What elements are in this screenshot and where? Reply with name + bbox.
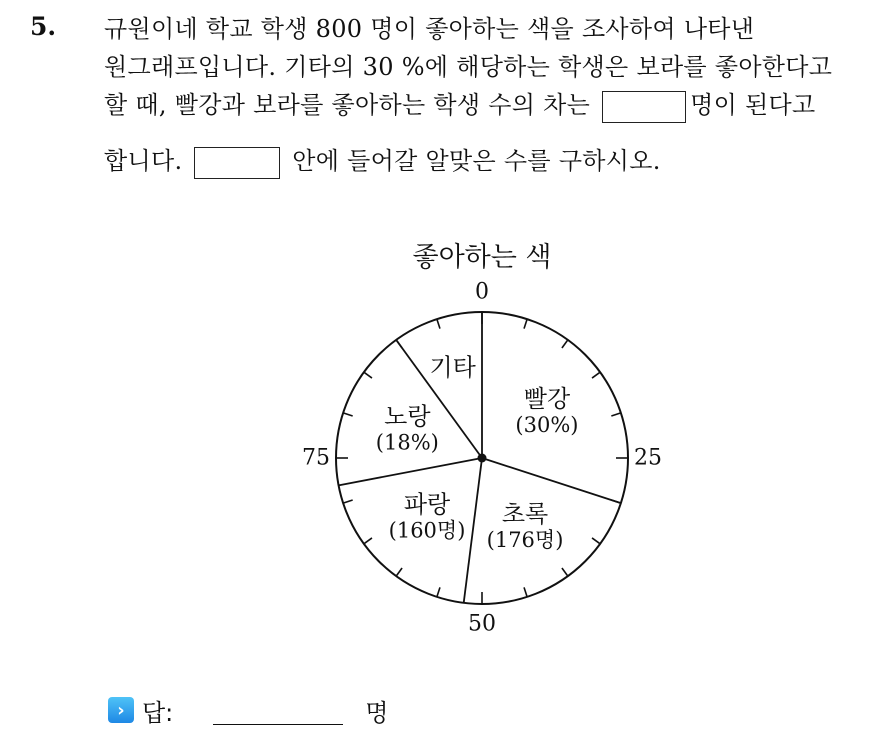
slice-label-3: 파랑 — [403, 490, 451, 519]
answer-input-line[interactable] — [213, 696, 343, 725]
scale-label-50: 50 — [468, 611, 496, 637]
scale-tick — [437, 319, 440, 329]
chart-title: 좋아하는 색 — [412, 242, 552, 273]
scale-tick — [524, 319, 527, 329]
scale-label-75: 75 — [302, 445, 330, 471]
slice-boundary-4 — [339, 458, 482, 485]
slice-boundary-3 — [464, 458, 482, 603]
answer-unit: 명 — [365, 698, 389, 727]
slice-label-5: 기타 — [429, 353, 476, 382]
slice-value-2: (176명) — [486, 527, 564, 552]
slice-value-1: (30%) — [515, 412, 579, 437]
scale-tick — [396, 568, 402, 576]
slice-value-3: (160명) — [388, 518, 466, 543]
scale-tick — [562, 340, 568, 348]
answer-prefix: 답: — [142, 698, 174, 727]
question-line-4-start: 합니다. — [104, 147, 183, 175]
scale-label-25: 25 — [634, 445, 662, 471]
question-line-1: 규원이네 학교 학생 800 명이 좋아하는 색을 조사하여 나타낸 — [104, 15, 755, 43]
slice-label-2: 초록 — [501, 499, 549, 528]
arrow-right-icon: › — [108, 697, 134, 723]
scale-tick — [562, 568, 568, 576]
answer-row — [108, 690, 388, 730]
question-number: 5. — [30, 12, 57, 41]
scale-tick — [611, 413, 621, 416]
pie-center-dot — [478, 454, 487, 463]
scale-tick — [592, 538, 600, 544]
scale-tick — [592, 372, 600, 378]
scale-tick — [524, 587, 527, 597]
scale-label-0: 0 — [475, 279, 489, 305]
question-line-4-end: 안에 들어갈 알맞은 수를 구하시오. — [292, 147, 661, 175]
scale-tick — [364, 538, 372, 544]
scale-tick — [437, 587, 440, 597]
slice-boundary-2 — [482, 458, 621, 503]
scale-tick — [343, 500, 353, 503]
slice-value-4: (18%) — [375, 430, 439, 455]
slice-label-4: 노랑 — [384, 402, 431, 431]
question-line-3-start: 할 때, 빨강과 보라를 좋아하는 학생 수의 차는 — [104, 91, 591, 119]
question-line-3-end: 명이 된다고 — [690, 91, 816, 119]
question-line-2: 원그래프입니다. 기타의 30 %에 해당하는 학생은 보라를 좋아한다고 — [104, 53, 833, 81]
scale-tick — [343, 413, 353, 416]
scale-tick — [364, 372, 372, 378]
slice-label-1: 빨강 — [523, 384, 571, 413]
